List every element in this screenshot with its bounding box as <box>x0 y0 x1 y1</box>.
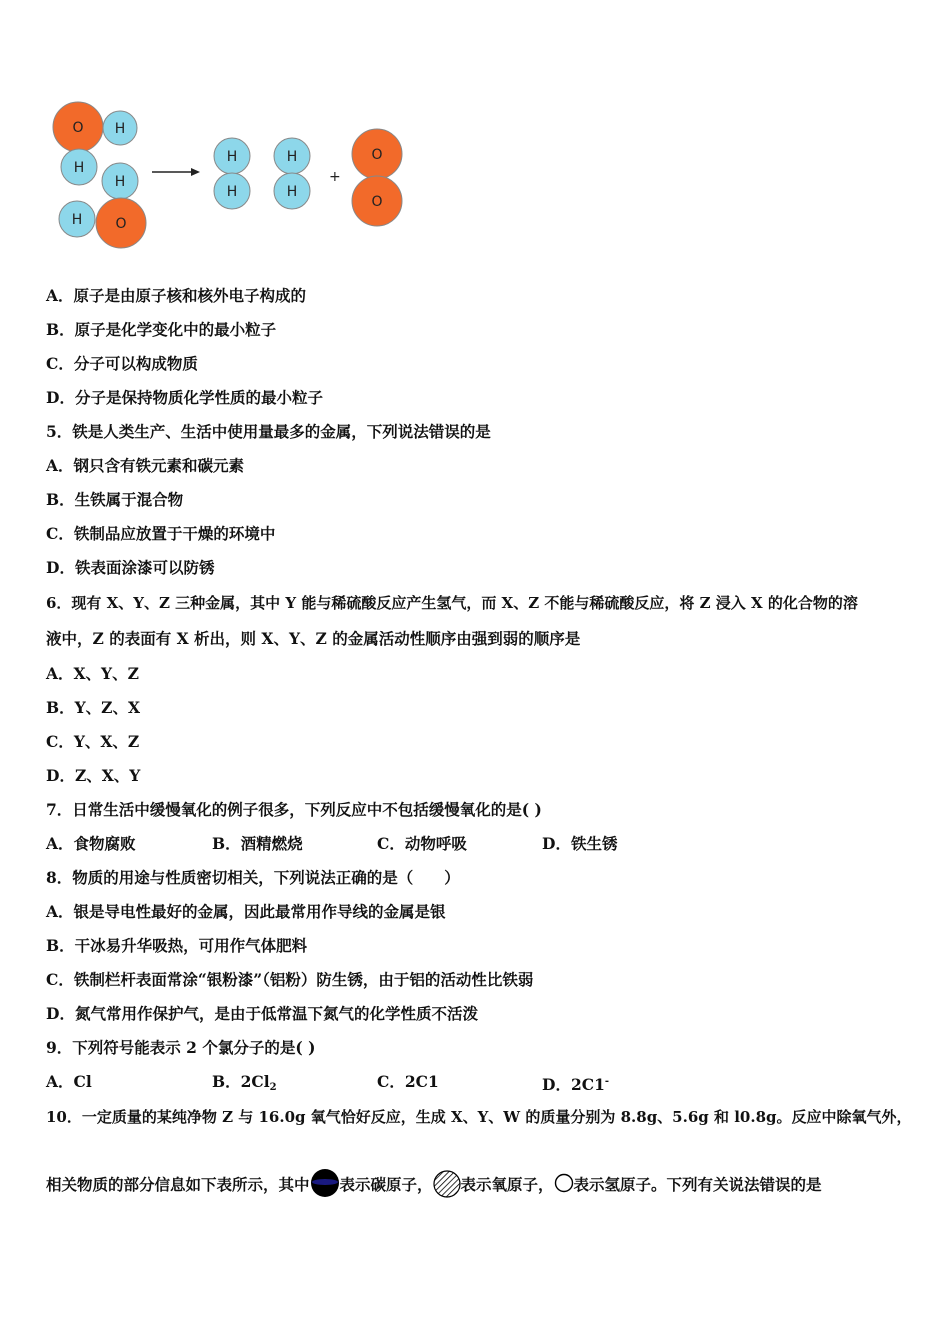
q9-option-b[interactable] <box>212 1072 277 1098</box>
q7-option-a[interactable] <box>46 834 136 854</box>
product-o2-molecule <box>352 129 402 226</box>
atom-label: O <box>371 194 383 210</box>
q7-option-b[interactable] <box>212 834 303 854</box>
option-key: D． <box>46 766 75 785</box>
carbon-atom-icon <box>310 1168 340 1198</box>
option-text: Y、Z、X <box>74 698 141 717</box>
option-text: 2C1 <box>404 1072 439 1091</box>
option-text: 动物呼吸 <box>404 834 467 853</box>
option-key: C． <box>377 834 405 853</box>
product-h2-molecule-2 <box>274 138 310 209</box>
option-text: 2C1 <box>570 1075 605 1094</box>
reactant-water-molecule-2 <box>59 198 146 248</box>
option-text: 生铁属于混合物 <box>74 490 184 509</box>
option-text: 铁制栏杆表面常涂“银粉漆”（铝粉）防生锈，由于铝的活动性比铁弱 <box>73 970 534 989</box>
option-key: B． <box>46 490 75 509</box>
q6-option-b[interactable] <box>46 698 140 718</box>
atom-label: O <box>115 216 127 232</box>
q10-text: 相关物质的部分信息如下表所示，其中 <box>46 1175 310 1194</box>
q8-stem: 8．物质的用途与性质密切相关，下列说法正确的是（ ） <box>46 868 460 887</box>
q7-stem: 7．日常生活中缓慢氧化的例子很多，下列反应中不包括缓慢氧化的是( ) <box>46 800 542 819</box>
q5-stem: 5．铁是人类生产、生活中使用量最多的金属，下列说法错误的是 <box>46 422 491 441</box>
option-key: A． <box>46 834 74 853</box>
hydrogen-atom-icon <box>554 1173 574 1193</box>
q9-option-d[interactable] <box>542 1072 609 1095</box>
atom-label: H <box>114 174 126 190</box>
q6-stem-line1: 6．现有 X、Y、Z 三种金属，其中 Y 能与稀硫酸反应产生氢气，而 X、Z 不能与稀硫酸反应，将 Z 浸入 X 的化合物的溶 <box>46 594 858 612</box>
q10-stem-line1: 10．一定质量的某纯净物 Z 与 16.0g 氧气恰好反应，生成 X、Y、W 的质量分别为 8.8g、5.6g 和 l0.8g。反应中除氧气外， <box>46 1108 912 1126</box>
option-text: Y、X、Z <box>73 732 140 751</box>
option-key: B． <box>212 1072 241 1091</box>
option-key: D． <box>46 558 75 577</box>
q4-option-c[interactable] <box>46 354 198 374</box>
option-text: 银是导电性最好的金属，因此最常用作导线的金属是银 <box>73 902 446 921</box>
subscript: 2 <box>269 1082 277 1093</box>
option-key: B． <box>212 834 241 853</box>
reaction-arrow-icon <box>152 168 200 176</box>
option-key: D． <box>542 834 571 853</box>
option-key: B． <box>46 698 75 717</box>
q6-option-c[interactable] <box>46 732 139 752</box>
option-text: 氮气常用作保护气，是由于低常温下氮气的化学性质不活泼 <box>74 1004 478 1023</box>
atom-label: H <box>226 184 238 200</box>
q8-option-a[interactable] <box>46 902 446 922</box>
plus-sign: + <box>329 169 341 185</box>
option-text: 铁制品应放置于干燥的环境中 <box>73 524 276 543</box>
product-h2-molecule-1 <box>214 138 250 209</box>
q8-option-b[interactable] <box>46 936 307 956</box>
option-text: 干冰易升华吸热，可用作气体肥料 <box>74 936 308 955</box>
q10-text: 表示氢原子。下列有关说法错误的是 <box>573 1175 822 1194</box>
superscript: - <box>604 1076 610 1087</box>
q4-option-d[interactable] <box>46 388 323 408</box>
option-text: 分子可以构成物质 <box>73 354 198 373</box>
option-text: 原子是由原子核和核外电子构成的 <box>73 286 307 305</box>
option-key: D． <box>542 1075 571 1094</box>
q5-option-a[interactable] <box>46 456 244 476</box>
option-key: A． <box>46 456 74 475</box>
q7-option-c[interactable] <box>377 834 467 854</box>
atom-label: H <box>226 149 238 165</box>
q5-option-c[interactable] <box>46 524 275 544</box>
q4-option-a[interactable] <box>46 286 306 306</box>
option-key: C． <box>46 970 74 989</box>
option-text: Cl <box>73 1072 92 1091</box>
option-key: B． <box>46 320 75 339</box>
atom-label: H <box>286 149 298 165</box>
q7-option-d[interactable] <box>542 834 617 854</box>
option-text: X、Y、Z <box>73 664 139 683</box>
q6-stem-line2: 液中，Z 的表面有 X 析出，则 X、Y、Z 的金属活动性顺序由强到弱的顺序是 <box>46 629 581 648</box>
reactant-water-molecule-1 <box>53 102 137 152</box>
q10-text: 表示氧原子， <box>460 1175 554 1194</box>
q6-option-a[interactable] <box>46 664 139 684</box>
option-text: Z、X、Y <box>74 766 141 785</box>
option-key: C． <box>377 1072 405 1091</box>
molecule-reaction-diagram <box>40 95 420 255</box>
atom-label: H <box>73 160 85 176</box>
atom-label: O <box>371 147 383 163</box>
option-key: C． <box>46 354 74 373</box>
option-text: 铁生锈 <box>570 834 618 853</box>
option-key: D． <box>46 388 75 407</box>
q9-stem: 9．下列符号能表示 2 个氯分子的是( ) <box>46 1038 316 1057</box>
option-key: D． <box>46 1004 75 1023</box>
option-key: A． <box>46 1072 74 1091</box>
q4-option-b[interactable] <box>46 320 276 340</box>
atom-label: H <box>71 212 83 228</box>
option-text: 分子是保持物质化学性质的最小粒子 <box>74 388 323 407</box>
q5-option-b[interactable] <box>46 490 183 510</box>
option-text: 钢只含有铁元素和碳元素 <box>73 456 245 475</box>
option-key: A． <box>46 902 74 921</box>
q9-option-c[interactable] <box>377 1072 439 1092</box>
option-key: A． <box>46 286 74 305</box>
option-key: C． <box>46 524 74 543</box>
option-key: C． <box>46 732 74 751</box>
q6-option-d[interactable] <box>46 766 140 786</box>
q10-stem-line2 <box>46 1168 822 1198</box>
q9-option-a[interactable] <box>46 1072 92 1092</box>
option-text: 铁表面涂漆可以防锈 <box>74 558 215 577</box>
reactant-h-atom <box>102 163 138 199</box>
option-text: 酒精燃烧 <box>240 834 303 853</box>
atom-label: H <box>114 121 126 137</box>
q5-option-d[interactable] <box>46 558 214 578</box>
atom-label: O <box>72 120 84 136</box>
atom-label: H <box>286 184 298 200</box>
option-text: 原子是化学变化中的最小粒子 <box>74 320 277 339</box>
oxygen-atom-icon <box>433 1170 461 1198</box>
option-text: 食物腐败 <box>73 834 136 853</box>
q8-option-c[interactable] <box>46 970 533 990</box>
reactant-h-atom <box>61 149 97 185</box>
q10-text: 表示碳原子， <box>339 1175 433 1194</box>
option-key: A． <box>46 664 74 683</box>
option-key: B． <box>46 936 75 955</box>
option-text: 2Cl <box>240 1072 270 1091</box>
q8-option-d[interactable] <box>46 1004 478 1024</box>
